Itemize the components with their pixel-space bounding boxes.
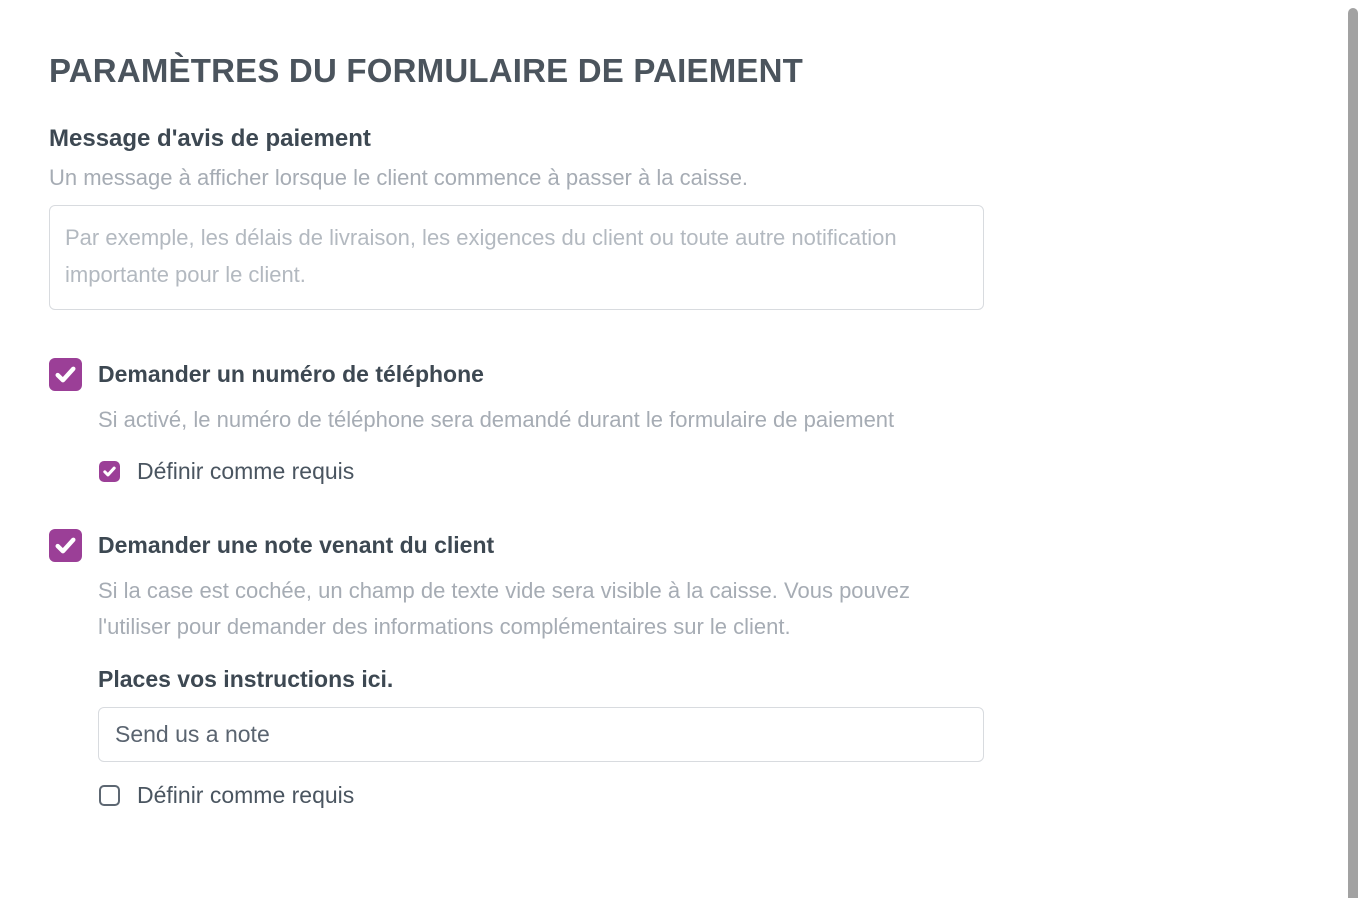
note-setting-group bbox=[49, 529, 1000, 809]
phone-description: Si activé, le numéro de téléphone sera demandé durant le formulaire de paiement bbox=[98, 407, 895, 432]
phone-checkbox-label[interactable]: Demander un numéro de téléphone bbox=[98, 361, 484, 387]
page-title: PARAMÈTRES DU FORMULAIRE DE PAIEMENT bbox=[49, 52, 803, 89]
notice-message-textarea[interactable] bbox=[49, 205, 984, 310]
note-checkbox-label[interactable]: Demander une note venant du client bbox=[98, 532, 495, 558]
scrollbar-thumb[interactable] bbox=[1348, 8, 1358, 898]
checkmark-icon bbox=[53, 362, 78, 387]
note-required-label[interactable]: Définir comme requis bbox=[137, 782, 355, 808]
phone-required-label[interactable]: Définir comme requis bbox=[137, 458, 355, 484]
notice-message-description: Un message à afficher lorsque le client commence à passer à la caisse. bbox=[49, 165, 749, 190]
note-instructions-input[interactable] bbox=[98, 707, 984, 762]
note-description: Si la case est cochée, un champ de texte vide sera visible à la caisse. Vous pouvez l'utiliser pour demander des informations complémentaires sur le client. bbox=[98, 578, 911, 639]
note-required-checkbox[interactable] bbox=[99, 785, 120, 806]
phone-setting-group bbox=[49, 358, 1000, 485]
note-checkbox[interactable] bbox=[49, 529, 82, 562]
phone-checkbox[interactable] bbox=[49, 358, 82, 391]
notice-message-section bbox=[49, 125, 1000, 310]
phone-required-checkbox[interactable] bbox=[99, 461, 120, 482]
checkmark-icon bbox=[53, 533, 78, 558]
note-instructions-label: Places vos instructions ici. bbox=[98, 666, 394, 692]
checkmark-icon bbox=[102, 464, 117, 479]
notice-message-label: Message d'avis de paiement bbox=[49, 125, 371, 152]
